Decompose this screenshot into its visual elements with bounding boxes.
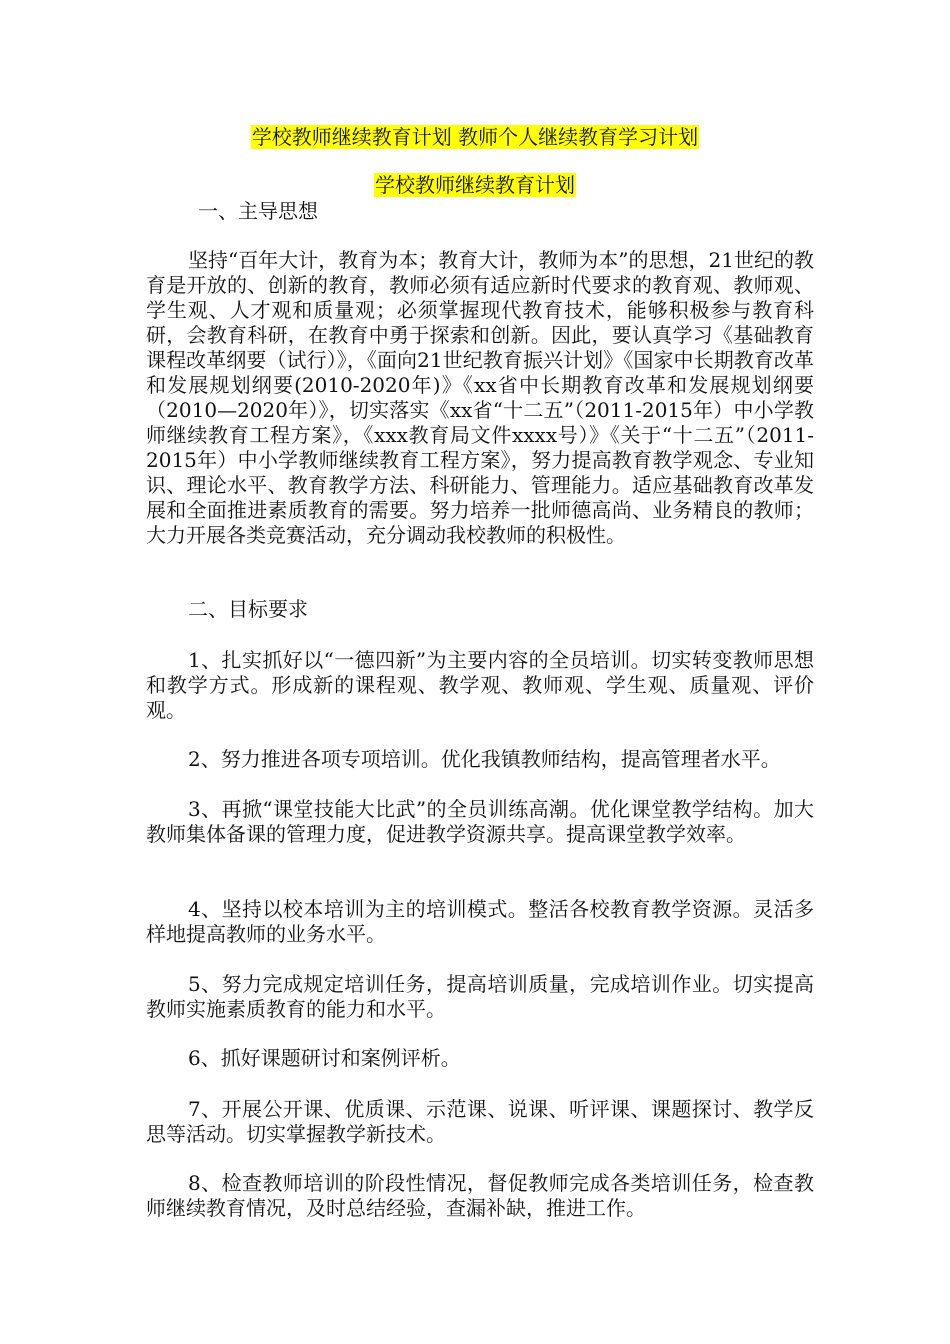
document-title [0,123,950,151]
document-title-text: 学校教师继续教育计划 教师个人继续教育学习计划 [251,125,699,149]
goal-item-6: 6、抓好课题研讨和案例评析。 [188,1046,461,1070]
document-subtitle-text: 学校教师继续教育计划 [375,173,575,197]
goal-item-7: 7、开展公开课、优质课、示范课、说课、听评课、课题探讨、教学反思等活动。切实掌握教学新技术。 [146,1097,814,1146]
section-heading-goals: 二、目标要求 [188,597,308,621]
goal-item-3: 3、再掀“课堂技能大比武”的全员训练高潮。优化课堂教学结构。加大教师集体备课的管理力度，促进教学资源共享。提高课堂教学效率。 [146,797,814,846]
goal-item-2: 2、努力推进各项专项培训。优化我镇教师结构，提高管理者水平。 [188,747,781,771]
goal-item-8: 8、检查教师培训的阶段性情况，督促教师完成各类培训任务，检查教师继续教育情况，及时总结经验，查漏补缺，推进工作。 [146,1171,814,1220]
goal-item-5: 5、努力完成规定培训任务，提高培训质量，完成培训作业。切实提高教师实施素质教育的能力和水平。 [146,972,814,1021]
goal-item-1: 1、扎实抓好以“一德四新”为主要内容的全员培训。切实转变教师思想和教学方式。形成新的课程观、教学观、教师观、学生观、质量观、评价观。 [146,648,814,722]
section-body-guiding-thought: 坚持“百年大计，教育为本；教育大计，教师为本”的思想，21世纪的教育是开放的、创新的教育，教师必须有适应新时代要求的教育观、教师观、学生观、人才观和质量观；必须掌握现代教育技术，能够积极参与教育科研，会教育科研，在教育中勇于探索和创新。因此，要认真学习《基础教育课程改革纲要（试行）》，《面向21世纪教育振兴计划》《国家中长期教育改革和发展规划纲要(2010-2020年)》《xx省中长期教育改革和发展规划纲要（2010—2020年）》，切实落实《xx省“十二五”（2011-2015年）中小学教师继续教育工程方案》，《xxx教育局文件xxxx号）》《关于“十二五”（2011-2015年）中小学教师继续教育工程方案》，努力提高教育教学观念、专业知识、理论水平、教育教学方法、科研能力、管理能力。适应基础教育改革发展和全面推进素质教育的需要。努力培养一批师德高尚、业务精良的教师；大力开展各类竞赛活动，充分调动我校教师的积极性。 [146,248,814,547]
section-heading-guiding-thought: 一、主导思想 [198,199,318,223]
goal-item-4: 4、坚持以校本培训为主的培训模式。整活各校教育教学资源。灵活多样地提高教师的业务水平。 [146,897,814,946]
document-subtitle [0,171,950,199]
